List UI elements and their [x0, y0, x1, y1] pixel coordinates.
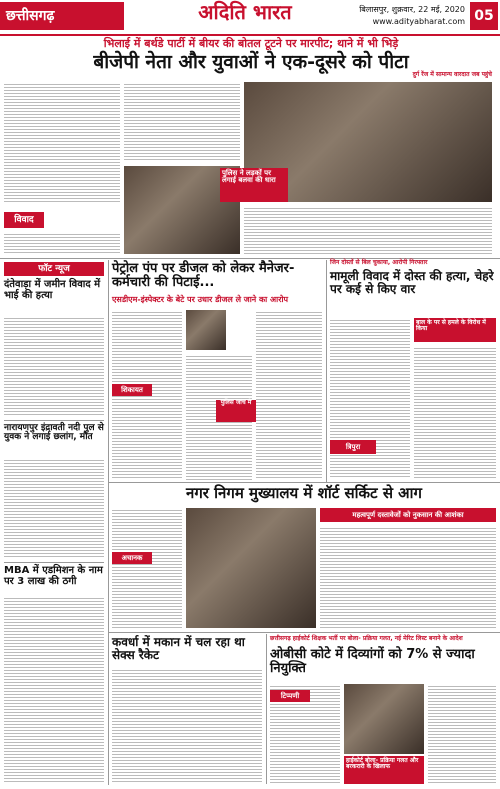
left-item2-head: नारायणपुर इंद्रावती नदी पुल से युवक ने लगाई छलांग, मौत [4, 423, 104, 443]
lead-headline: बीजेपी नेता और युवाओं ने एक-दूसरे को पीटा [93, 51, 409, 73]
masthead [180, 2, 310, 32]
lead-body-col3 [244, 206, 492, 254]
center-label2: पुलिस जांच में [216, 400, 256, 422]
center-body-col3 [256, 310, 322, 480]
lead-side-label: विवाद [4, 212, 44, 228]
middle-body-col1 [112, 508, 182, 628]
middle-body-col2 [320, 526, 496, 628]
middle-photo [186, 508, 316, 628]
bottom-left-body [112, 668, 262, 784]
center-subhead: एसडीएम-इंस्पेक्टर के बेटे पर उधार डीजल ले जाने का आरोप [112, 295, 289, 304]
center-label: शिकायत [112, 384, 152, 396]
bottom-right-body-col2 [428, 684, 496, 784]
bottom-label: टिप्पणी [270, 690, 310, 702]
center-headline: पेट्रोल पंप पर डीजल को लेकर मैनेजर-कर्मचारी की पिटाई... [112, 261, 295, 290]
left-item3-head: MBA में एडमिशन के नाम पर 3 लाख की ठगी [4, 565, 103, 587]
masthead-title: अदिति भारत [198, 0, 292, 24]
left-item2-body [4, 458, 104, 558]
bottom-photo-caption: हाईकोर्ट बोला- प्रक्रिया गलत और बरकरारी के खिलाफ [344, 756, 424, 784]
right-tag: त्रिपुरा [330, 440, 376, 454]
right-headline: मामूली विवाद में दोस्त की हत्या, चेहरे पर कई से किए वार [330, 269, 494, 296]
left-item3-body [4, 596, 104, 784]
left-item1-head: दंतेवाड़ा में जमीन विवाद में भाई की हत्या [4, 279, 101, 301]
right-kicker: जिन दोस्तों से बिल चुकाया, आरोपी गिरफ्तार [330, 259, 428, 266]
bottom-right-headline: ओबीसी कोटे में दिव्यांगों को 7% से ज्यादा नियुक्ति [270, 647, 475, 676]
right-body-col2 [414, 346, 496, 478]
lead-body-col2 [124, 82, 240, 162]
lead-body-col1b [4, 232, 120, 254]
middle-box-caption: महत्वपूर्ण दस्तावेजों को नुकसान की आशंका [320, 508, 496, 522]
right-brand-box: बाल के पर से हमले के विरोध में किया [414, 318, 496, 342]
left-section-label: फॉट न्यूज [4, 262, 104, 276]
section-tab: छत्तीसगढ़ [0, 2, 124, 30]
middle-label: अचानक [112, 552, 152, 564]
bottom-right-kicker: छत्तीसगढ़ हाईकोर्ट शिक्षक भर्ती पर बोला- प्रक्रिया गलत, नई मेरिट लिस्ट बनाने के आदेश [270, 635, 463, 642]
lead-photo-caption-left: पुलिस ने लड़कों पर लगाई बलवा की धारा [220, 168, 288, 202]
right-body-col1 [330, 318, 410, 478]
lead-kicker: भिलाई में बर्थडे पार्टी में बीयर की बोतल टूटने पर मारपीट; थाने में भी भिड़े [103, 37, 399, 50]
lead-photo-caption-right: दुर्ग रेंज में सामान्य वारदात जब पहुंचे [412, 71, 492, 78]
middle-headline: नगर निगम मुख्यालय में शॉर्ट सर्किट से आग [186, 484, 422, 502]
bottom-photo [344, 684, 424, 754]
bottom-left-headline: कवर्धा में मकान में चल रहा था सेक्स रैकेट [112, 635, 245, 662]
dateline: बिलासपुर, शुक्रवार, 22 मई, 2020 [359, 5, 465, 14]
center-photo [186, 310, 226, 350]
left-item1-body [4, 316, 104, 416]
lead-body-col1 [4, 82, 120, 202]
website: www.adityabharat.com [372, 17, 465, 26]
page-number: 05 [470, 2, 498, 30]
